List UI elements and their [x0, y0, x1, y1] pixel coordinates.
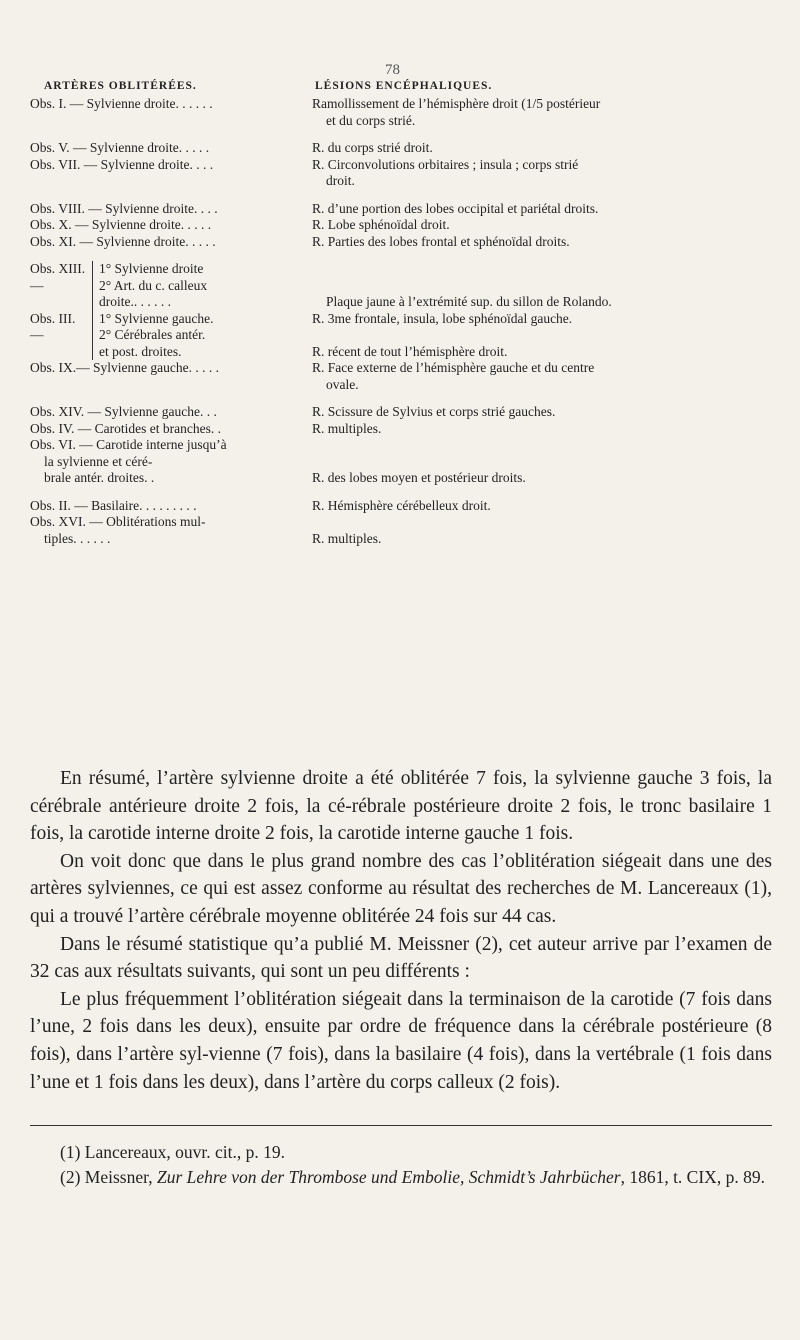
page-number: 78	[385, 62, 400, 78]
lesion-line: R. récent de tout l’hémisphère droit.	[312, 343, 508, 359]
observation-label: Obs. III. —	[30, 310, 76, 342]
observation-lesion	[312, 404, 770, 421]
observation-artery	[30, 217, 312, 234]
paragraph: En résumé, l’artère sylvienne droite a été oblitérée 7 fois, la sylvienne gauche 3 fois, la cérébrale antérieure droite 2 fois, la cé-rébrale postérieure droite 2 fois, le tronc basilaire 1 fois, la carotide interne droite 2 fois, la carotide interne gauche 1 fois.	[30, 768, 772, 845]
observation-artery	[30, 404, 312, 421]
table-row	[30, 360, 770, 393]
lesion-line	[312, 454, 770, 471]
artery-line: 2° Art. du c. calleux	[99, 277, 208, 293]
row-spacer	[30, 487, 770, 498]
table-row	[30, 140, 770, 157]
observation-lesion	[312, 217, 770, 234]
observation-brace	[92, 311, 214, 361]
observation-artery	[30, 514, 312, 547]
lesion-line	[312, 278, 770, 295]
observation-artery	[30, 234, 312, 251]
artery-line: Obs. XVI. — Oblitérations mul-	[30, 514, 206, 529]
artery-line: brale antér. droites. .	[44, 470, 155, 485]
observation-lesion	[312, 96, 770, 129]
artery-line: 1° Sylvienne gauche.	[99, 310, 214, 326]
lesion-line	[312, 437, 770, 454]
footnote-rule	[30, 1125, 772, 1126]
lesion-line: R. Parties des lobes frontal et sphénoïdal droits.	[312, 233, 570, 249]
observation-lesion	[312, 261, 770, 311]
row-spacer	[30, 393, 770, 404]
footnote-title: Zur Lehre von der Thrombose und Embolie, Schmidt’s Jahrbücher	[157, 1167, 621, 1187]
footnote: (2) Meissner, Zur Lehre von der Thrombose und Embolie, Schmidt’s Jahrbücher, 1861, t. CIX, p. 89.	[60, 1167, 765, 1187]
lesion-line: et du corps strié.	[326, 112, 416, 128]
observation-lesion	[312, 311, 770, 361]
table-row	[30, 437, 770, 487]
lesion-line: R. du corps strié droit.	[312, 140, 433, 155]
artery-line: Obs. IV. — Carotides et branches. .	[30, 420, 221, 436]
observation-lesion	[312, 421, 770, 438]
table-row	[30, 421, 770, 438]
footnote: (1) Lancereaux, ouvr. cit., p. 19.	[60, 1142, 285, 1162]
lesion-line: droit.	[326, 173, 355, 188]
observation-lesion	[312, 498, 770, 515]
artery-line: droite.. . . . . .	[99, 294, 171, 309]
lesion-line: R. Circonvolutions orbitaires ; insula ; corps strié	[312, 156, 579, 172]
observation-lesion	[312, 360, 770, 393]
observation-lesion	[312, 157, 770, 190]
lesion-line: R. multiples.	[312, 420, 382, 436]
lesion-line: R. 3me frontale, insula, lobe sphénoïdal gauche.	[312, 310, 573, 326]
artery-line: la sylvienne et céré-	[44, 453, 153, 469]
lesion-line	[312, 514, 770, 531]
lesion-line: ovale.	[326, 376, 359, 392]
table-row	[30, 514, 770, 547]
column-header-right: LÉSIONS ENCÉPHALIQUES.	[315, 80, 493, 92]
artery-line: Obs. VI. — Carotide interne jusqu’à	[30, 437, 227, 452]
observation-artery	[30, 261, 312, 311]
artery-line: Obs. VII. — Sylvienne droite. . . .	[30, 156, 214, 172]
artery-line: et post. droites.	[99, 343, 182, 359]
observation-artery	[30, 201, 312, 218]
lesion-line: R. multiples.	[312, 530, 382, 546]
observation-label: Obs. XIII. —	[30, 261, 86, 293]
table-row	[30, 261, 770, 311]
observation-lesion	[312, 514, 770, 547]
lesion-line	[312, 327, 770, 344]
artery-line: tiples. . . . . .	[44, 530, 111, 546]
artery-line: Obs. II. — Basilaire. . . . . . . . .	[30, 497, 197, 513]
observation-artery	[30, 157, 312, 190]
artery-line: Obs. V. — Sylvienne droite. . . . .	[30, 140, 210, 155]
observation-artery	[30, 96, 312, 129]
observation-brace	[92, 261, 207, 311]
row-spacer	[30, 250, 770, 261]
artery-line: Obs. IX.— Sylvienne gauche. . . . .	[30, 360, 219, 375]
table-row	[30, 234, 770, 251]
observation-artery	[30, 140, 312, 157]
artery-line: Obs. I. — Sylvienne droite. . . . . .	[30, 96, 213, 111]
body-text	[30, 765, 772, 1096]
artery-line: Obs. VIII. — Sylvienne droite. . . .	[30, 200, 218, 216]
paragraph: On voit donc que dans le plus grand nombre des cas l’oblitération siégeait dans une des artères sylviennes, ce qui est assez conforme au résultat des recherches de M. Lancereaux (1), qui a trouvé l’artère cérébrale moyenne oblitérée 24 fois sur 44 cas.	[30, 850, 772, 927]
observation-lesion	[312, 201, 770, 218]
observation-artery	[30, 311, 312, 361]
lesion-line: R. des lobes moyen et postérieur droits.	[312, 470, 526, 485]
row-spacer	[30, 129, 770, 140]
table-row	[30, 201, 770, 218]
observation-artery	[30, 421, 312, 438]
footnotes	[30, 1140, 772, 1190]
table-row	[30, 96, 770, 129]
lesion-line: R. Hémisphère cérébelleux droit.	[312, 497, 491, 513]
lesion-line: R. d’une portion des lobes occipital et pariétal droits.	[312, 200, 599, 216]
observation-group	[30, 261, 312, 311]
column-header-left: ARTÈRES OBLITÉRÉES.	[44, 80, 197, 92]
artery-line: 2° Cérébrales antér.	[99, 327, 206, 342]
lesion-line: R. Lobe sphénoïdal droit.	[312, 217, 450, 232]
table-row	[30, 217, 770, 234]
observation-lesion	[312, 140, 770, 157]
observation-artery	[30, 437, 312, 487]
observations-table	[30, 96, 770, 547]
lesion-line: Plaque jaune à l’extrémité sup. du sillon de Rolando.	[326, 294, 612, 309]
observation-lesion	[312, 437, 770, 487]
observation-artery	[30, 360, 312, 393]
paragraph: Le plus fréquemment l’oblitération siégeait dans la terminaison de la carotide (7 fois dans l’une, 2 fois dans les deux), ensuite par ordre de fréquence dans la cérébrale postérieure (8 fois), dans l’artère syl-vienne (7 fois), dans la basilaire (4 fois), dans la vertébrale (1 fois dans l’une et 1 fois dans les deux), dans l’artère du corps calleux (2 fois).	[30, 988, 772, 1093]
observation-lesion	[312, 234, 770, 251]
artery-line: 1° Sylvienne droite	[99, 261, 204, 276]
observation-artery	[30, 498, 312, 515]
lesion-line: R. Face externe de l’hémisphère gauche et du centre	[312, 360, 595, 375]
observation-group	[30, 311, 312, 361]
table-row	[30, 404, 770, 421]
table-row	[30, 157, 770, 190]
lesion-line: R. Scissure de Sylvius et corps strié gauches.	[312, 404, 556, 419]
artery-line: Obs. XI. — Sylvienne droite. . . . .	[30, 233, 216, 249]
lesion-line	[312, 261, 770, 278]
table-row	[30, 311, 770, 361]
lesion-line: Ramollissement de l’hémisphère droit (1/5 postérieur	[312, 96, 601, 111]
paragraph: Dans le résumé statistique qu’a publié M. Meissner (2), cet auteur arrive par l’examen de 32 cas aux résultats suivants, qui sont un peu différents :	[30, 933, 772, 983]
artery-line: Obs. XIV. — Sylvienne gauche. . .	[30, 404, 217, 419]
table-row	[30, 498, 770, 515]
artery-line: Obs. X. — Sylvienne droite. . . . .	[30, 217, 212, 232]
row-spacer	[30, 190, 770, 201]
